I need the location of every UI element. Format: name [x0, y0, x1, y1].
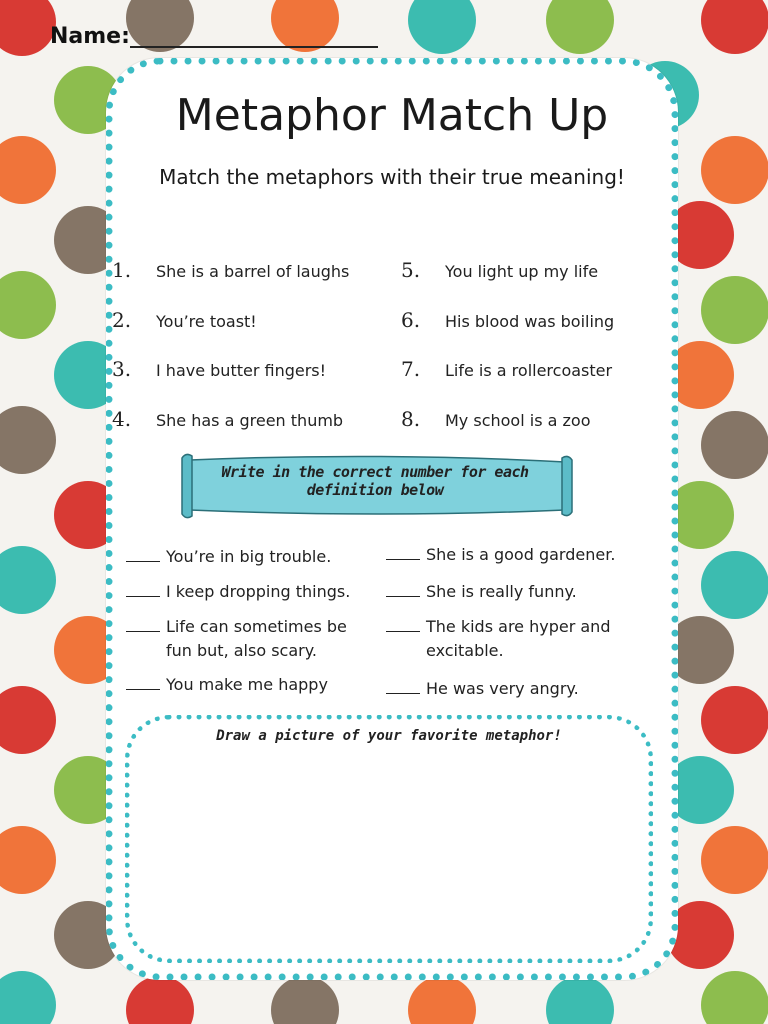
definition-text: You make me happy: [166, 675, 328, 694]
metaphor-item: [401, 357, 612, 381]
answer-blank[interactable]: [386, 615, 420, 632]
definition-item: [386, 543, 648, 567]
metaphor-number: 3.: [112, 357, 132, 381]
metaphor-item: [401, 308, 614, 332]
definition-text: The kids are hyper and excitable.: [426, 617, 611, 660]
answer-blank[interactable]: [126, 673, 160, 690]
polka-dot: [408, 0, 476, 54]
polka-dot: [408, 976, 476, 1024]
metaphor-text: You’re toast!: [156, 312, 257, 331]
answer-blank[interactable]: [126, 545, 160, 562]
definition-item: [386, 615, 648, 663]
definition-text: You’re in big trouble.: [166, 547, 332, 566]
metaphor-text: His blood was boiling: [445, 312, 615, 331]
definition-item: [126, 673, 376, 697]
polka-dot: [701, 826, 768, 894]
answer-blank[interactable]: [386, 580, 420, 597]
polka-dot: [0, 271, 56, 339]
metaphor-item: [112, 258, 349, 282]
metaphor-number: 7.: [401, 357, 421, 381]
polka-dot: [701, 411, 768, 479]
polka-dot: [0, 971, 56, 1024]
name-blank-line[interactable]: [130, 46, 378, 48]
metaphor-text: Life is a rollercoaster: [445, 361, 613, 380]
definition-item: [126, 580, 376, 604]
polka-dot: [546, 0, 614, 54]
drawing-area[interactable]: [125, 715, 653, 963]
metaphor-item: [112, 407, 343, 431]
polka-dot: [126, 0, 194, 52]
polka-dot: [701, 276, 768, 344]
metaphor-item: [112, 357, 326, 381]
polka-dot: [0, 0, 56, 56]
instruction-banner-text: Write in the correct number for each definition below: [221, 463, 529, 499]
polka-dot: [701, 971, 768, 1024]
answer-blank[interactable]: [126, 615, 160, 632]
polka-dot: [0, 136, 56, 204]
polka-dot: [0, 546, 56, 614]
page-title: Metaphor Match Up: [175, 90, 609, 141]
answer-blank[interactable]: [386, 677, 420, 694]
definition-item: [126, 545, 376, 569]
polka-dot: [0, 686, 56, 754]
polka-dot: [0, 826, 56, 894]
definition-item: [126, 615, 376, 663]
metaphor-text: I have butter fingers!: [156, 361, 327, 380]
answer-blank[interactable]: [386, 543, 420, 560]
polka-dot: [0, 406, 56, 474]
definition-text: I keep dropping things.: [166, 582, 351, 601]
metaphor-text: She is a barrel of laughs: [156, 262, 350, 281]
metaphor-item: [401, 258, 598, 282]
metaphor-item: [401, 407, 590, 431]
definition-text: Life can sometimes be fun but, also scary.: [166, 617, 347, 660]
definition-text: He was very angry.: [426, 679, 579, 698]
polka-dot: [126, 976, 194, 1024]
metaphor-number: 8.: [401, 407, 421, 431]
metaphor-number: 5.: [401, 258, 421, 282]
polka-dot: [701, 136, 768, 204]
metaphor-number: 4.: [112, 407, 132, 431]
polka-dot: [271, 976, 339, 1024]
metaphor-text: She has a green thumb: [156, 411, 344, 430]
name-label: Name:: [50, 24, 130, 49]
drawing-prompt: Draw a picture of your favorite metaphor!: [216, 728, 562, 744]
definition-item: [386, 677, 648, 701]
metaphor-text: My school is a zoo: [445, 411, 591, 430]
polka-dot: [546, 976, 614, 1024]
metaphor-item: [112, 308, 257, 332]
definition-text: She is a good gardener.: [426, 545, 616, 564]
polka-dot: [271, 0, 339, 52]
polka-dot: [701, 551, 768, 619]
polka-dot: [701, 0, 768, 54]
definition-item: [386, 580, 648, 604]
page-subtitle: Match the metaphors with their true meaning!: [159, 165, 625, 189]
metaphor-text: You light up my life: [445, 262, 599, 281]
metaphor-number: 6.: [401, 308, 421, 332]
definition-text: She is really funny.: [426, 582, 577, 601]
metaphor-number: 2.: [112, 308, 132, 332]
metaphor-number: 1.: [112, 258, 132, 282]
polka-dot: [701, 686, 768, 754]
answer-blank[interactable]: [126, 580, 160, 597]
